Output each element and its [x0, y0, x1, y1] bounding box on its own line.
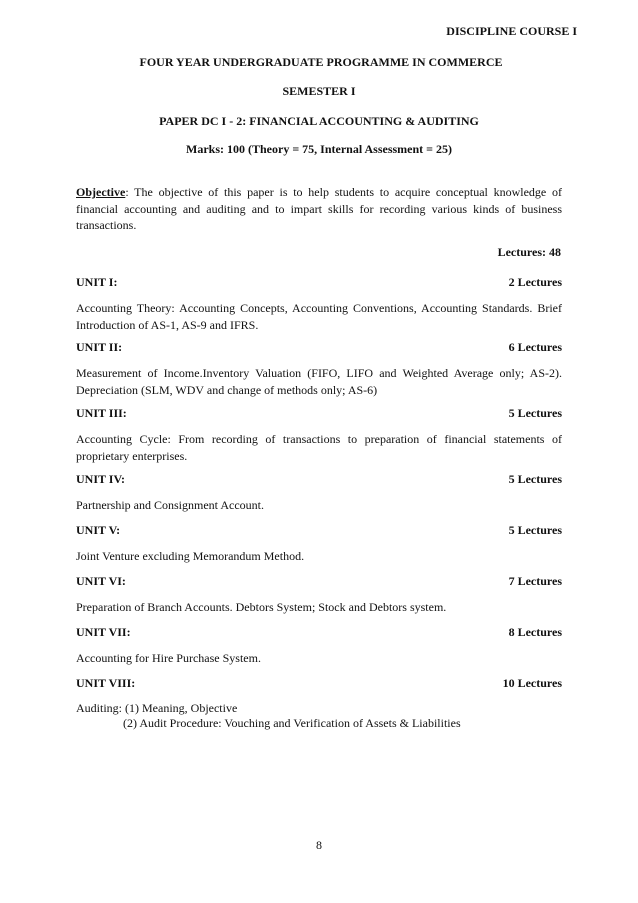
unit-lectures: 7 Lectures — [508, 574, 562, 588]
unit-title: UNIT II: — [76, 340, 123, 354]
unit-heading — [76, 275, 562, 290]
unit-description: Accounting for Hire Purchase System. — [76, 651, 261, 665]
unit-lectures: 5 Lectures — [508, 472, 562, 486]
objective-paragraph — [76, 184, 562, 234]
unit-heading — [76, 472, 562, 487]
marks-line: Marks: 100 (Theory = 75, Internal Assessment = 25) — [186, 142, 452, 156]
discipline-heading: DISCIPLINE COURSE I — [446, 24, 577, 38]
audit-procedure-line: (2) Audit Procedure: Vouching and Verification of Assets & Liabilities — [123, 716, 461, 730]
unit-lectures: 2 Lectures — [508, 275, 562, 289]
unit-description: Preparation of Branch Accounts. Debtors System; Stock and Debtors system. — [76, 600, 447, 614]
programme-title: FOUR YEAR UNDERGRADUATE PROGRAMME IN COMMERCE — [139, 55, 503, 69]
unit-description: Joint Venture excluding Memorandum Method. — [76, 549, 305, 563]
unit-lectures: 8 Lectures — [508, 625, 562, 639]
unit-description: Auditing: (1) Meaning, Objective — [76, 701, 238, 715]
unit-description: Accounting Theory: Accounting Concepts, Accounting Conventions, Accounting Standards. Brief Introduction of AS-1, AS-9 and IFRS. — [76, 301, 562, 332]
objective-label: Objective — [76, 185, 126, 199]
unit-title: UNIT VIII: — [76, 676, 136, 690]
unit-heading — [76, 523, 562, 538]
total-lectures: Lectures: 48 — [497, 245, 561, 259]
unit-heading — [76, 676, 562, 691]
unit-lectures: 5 Lectures — [508, 523, 562, 537]
page-number: 8 — [316, 838, 322, 852]
semester-title: SEMESTER I — [282, 84, 356, 98]
unit-title: UNIT I: — [76, 275, 118, 289]
unit-lectures: 6 Lectures — [508, 340, 562, 354]
unit-heading — [76, 406, 562, 421]
unit-lectures: 5 Lectures — [508, 406, 562, 420]
unit-heading — [76, 574, 562, 589]
unit-heading — [76, 625, 562, 640]
paper-title: PAPER DC I - 2: FINANCIAL ACCOUNTING & AUDITING — [159, 114, 479, 128]
unit-title: UNIT V: — [76, 523, 121, 537]
unit-description: Measurement of Income.Inventory Valuation (FIFO, LIFO and Weighted Average only; AS-2). Depreciation (SLM, WDV and change of methods only; AS-6) — [76, 366, 562, 397]
unit-title: UNIT III: — [76, 406, 127, 420]
unit-title: UNIT VI: — [76, 574, 126, 588]
unit-heading — [76, 340, 562, 355]
objective-text: : The objective of this paper is to help students to acquire conceptual knowledge of financial accounting and auditing and to impart skills for recording various kinds of business transactions. — [76, 185, 562, 232]
unit-title: UNIT IV: — [76, 472, 126, 486]
unit-title: UNIT VII: — [76, 625, 131, 639]
unit-description: Partnership and Consignment Account. — [76, 498, 264, 512]
unit-lectures: 10 Lectures — [502, 676, 562, 690]
unit-description: Accounting Cycle: From recording of transactions to preparation of financial statements of proprietary enterprises. — [76, 432, 562, 463]
